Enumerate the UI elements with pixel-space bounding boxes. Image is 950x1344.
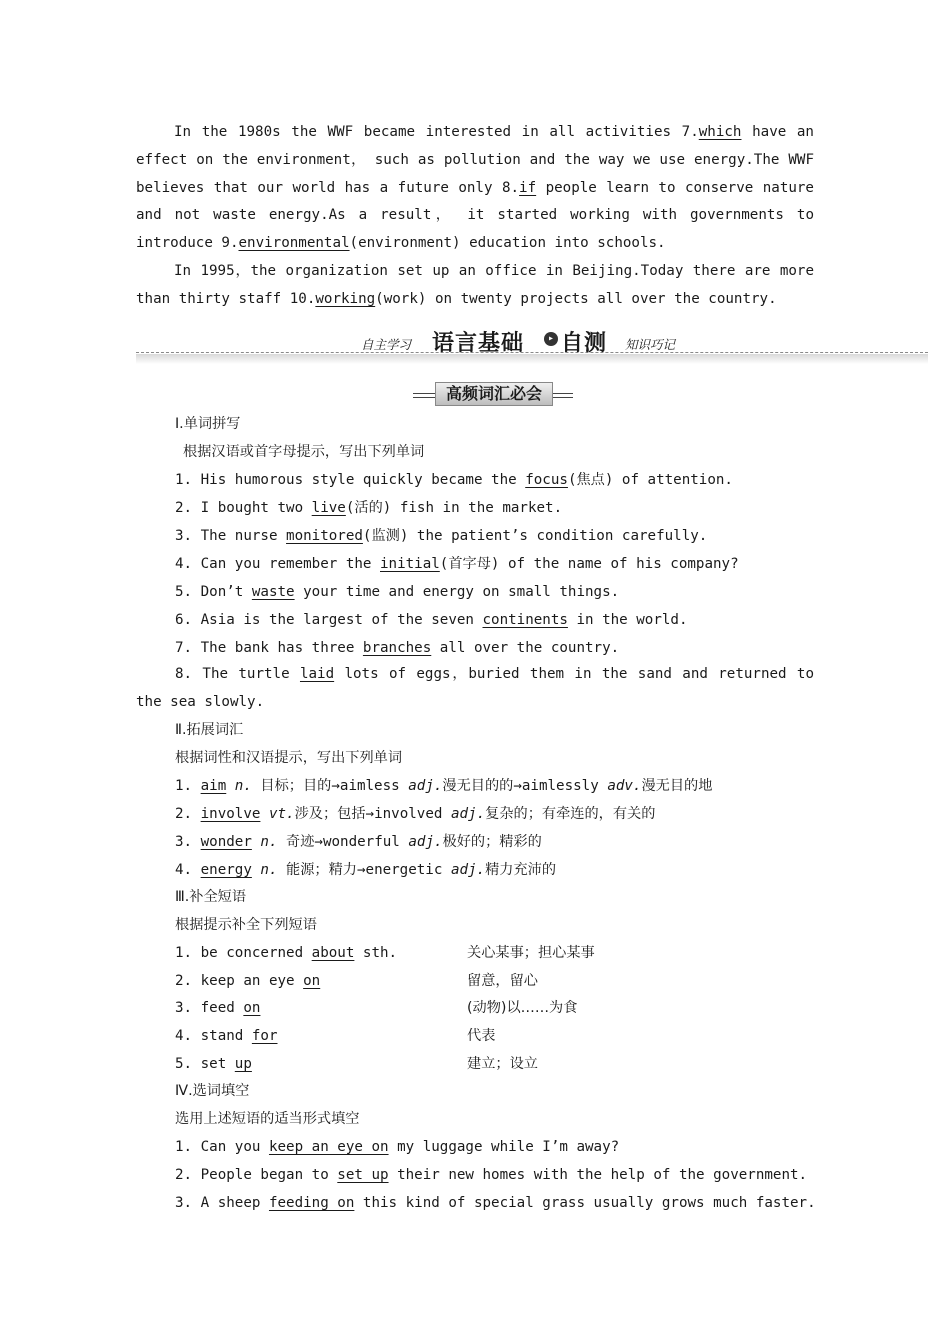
phrase-item: 4. stand for — [175, 1028, 278, 1044]
list-item: 2. involve vt.涉及；包括→involved adj.复杂的；有牵连的，有关的 — [175, 806, 656, 822]
list-item: 2. People began to set up their new homes with the help of the government. — [175, 1167, 808, 1183]
answer-8: if — [519, 179, 537, 196]
answer-blank: on — [303, 973, 321, 989]
phrase-item: 2. keep an eye on — [175, 973, 321, 989]
list-item: 1. aim n. 目标；目的→aimless adj.漫无目的的→aimlessly adv.漫无目的地 — [175, 778, 713, 794]
banner-title-b: 自测 — [561, 331, 608, 356]
answer-blank: initial — [380, 556, 440, 572]
subsection-banner — [413, 381, 575, 407]
section-3-heading: Ⅲ.补全短语 — [175, 889, 247, 905]
phrase-item: 5. set up — [175, 1056, 252, 1072]
section-2-heading: Ⅱ.拓展词汇 — [175, 722, 244, 738]
answer-7: which — [698, 124, 742, 140]
answer-blank: about — [311, 945, 355, 961]
answer-blank: wonder — [200, 834, 252, 850]
list-item: 5. Don’t waste your time and energy on small things. — [175, 584, 620, 600]
list-item: 7. The bank has three branches all over the country. — [175, 640, 620, 656]
answer-blank: aim — [200, 778, 227, 794]
list-item: 1. Can you keep an eye on my luggage while I’m away? — [175, 1139, 620, 1155]
text-segment: people learn to conserve nature and not waste energy.As a result， it started working with governments to introduce 9. — [136, 179, 814, 252]
text-segment: In 1995，the organization set up an office in Beijing.Today there are more than thirty staff 10. — [136, 263, 814, 307]
answer-blank: set up — [337, 1167, 389, 1183]
answer-blank: energy — [200, 862, 252, 878]
phrase-meaning: 关心某事；担心某事 — [467, 945, 595, 961]
phrase-item: 3. feed on — [175, 1000, 261, 1016]
passage-paragraph-1 — [136, 119, 814, 258]
list-item: 4. Can you remember the initial(首字母) of the name of his company? — [175, 556, 739, 572]
banner-right-label: 知识巧记 — [625, 337, 676, 352]
answer-blank: involve — [200, 806, 261, 822]
answer-blank: focus — [525, 472, 568, 488]
arrow-icon: ▸ — [544, 332, 558, 346]
text-segment: In the 1980s the WWF became interested in all activities 7. — [174, 124, 699, 140]
answer-blank: up — [234, 1056, 252, 1072]
section-1-instruction: 根据汉语或首字母提示，写出下列单词 — [183, 444, 425, 460]
text-segment: (environment) education into schools. — [349, 235, 666, 252]
list-item: 3. wonder n. 奇迹→wonderful adj.极好的；精彩的 — [175, 834, 542, 850]
list-item: 4. energy n. 能源；精力→energetic adj.精力充沛的 — [175, 862, 557, 878]
answer-blank: feeding on — [268, 1195, 355, 1211]
text-segment: have an effect on the environment， such as pollution and the way we use energy.The WWF believes that our world has a future only 8. — [136, 124, 814, 196]
answer-blank: on — [243, 1000, 261, 1016]
phrase-meaning: 建立；设立 — [467, 1056, 538, 1072]
answer-blank: live — [311, 500, 346, 516]
answer-10: working — [315, 290, 376, 307]
section-1-heading: Ⅰ.单词拼写 — [175, 416, 241, 432]
section-2-instruction: 根据词性和汉语提示，写出下列单词 — [175, 750, 403, 766]
list-item: 8. The turtle laid lots of eggs，buried them in the sand and returned to the sea slowly. — [136, 666, 814, 710]
section-4-heading: Ⅳ.选词填空 — [175, 1083, 250, 1099]
answer-blank: monitored — [286, 528, 363, 544]
banner-left-label: 自主学习 — [361, 337, 412, 352]
list-item: 6. Asia is the largest of the seven continents in the world. — [175, 612, 688, 628]
answer-9: environmental — [238, 235, 350, 252]
passage-paragraph-2 — [136, 258, 814, 314]
answer-blank: branches — [362, 640, 432, 656]
answer-blank: continents — [482, 612, 568, 628]
answer-blank: laid — [299, 666, 335, 682]
section-banner — [136, 326, 928, 366]
answer-blank: keep an eye on — [268, 1139, 389, 1155]
banner-shade — [136, 354, 928, 364]
section-4-instruction: 选用上述短语的适当形式填空 — [175, 1111, 360, 1127]
phrase-meaning: 留意，留心 — [467, 973, 538, 989]
subsection-title: 高频词汇必会 — [435, 382, 553, 406]
phrase-meaning: 代表 — [467, 1028, 496, 1044]
phrase-meaning: (动物)以……为食 — [467, 1000, 578, 1016]
phrase-item: 1. be concerned about sth. — [175, 945, 398, 961]
banner-divider — [136, 352, 928, 353]
list-item: 1. His humorous style quickly became the focus(焦点) of attention. — [175, 472, 733, 488]
list-item: 3. The nurse monitored(监测) the patient’s condition carefully. — [175, 528, 708, 544]
banner-title-a: 语言基础 — [432, 331, 525, 356]
list-item: 3. A sheep feeding on this kind of special grass usually grows much faster. — [175, 1195, 816, 1211]
answer-blank: for — [251, 1028, 278, 1044]
text-segment: (work) on twenty projects all over the country. — [375, 290, 777, 307]
section-3-instruction: 根据提示补全下列短语 — [175, 917, 317, 933]
list-item: 2. I bought two live(活的) fish in the market. — [175, 500, 563, 516]
answer-blank: waste — [251, 584, 295, 600]
